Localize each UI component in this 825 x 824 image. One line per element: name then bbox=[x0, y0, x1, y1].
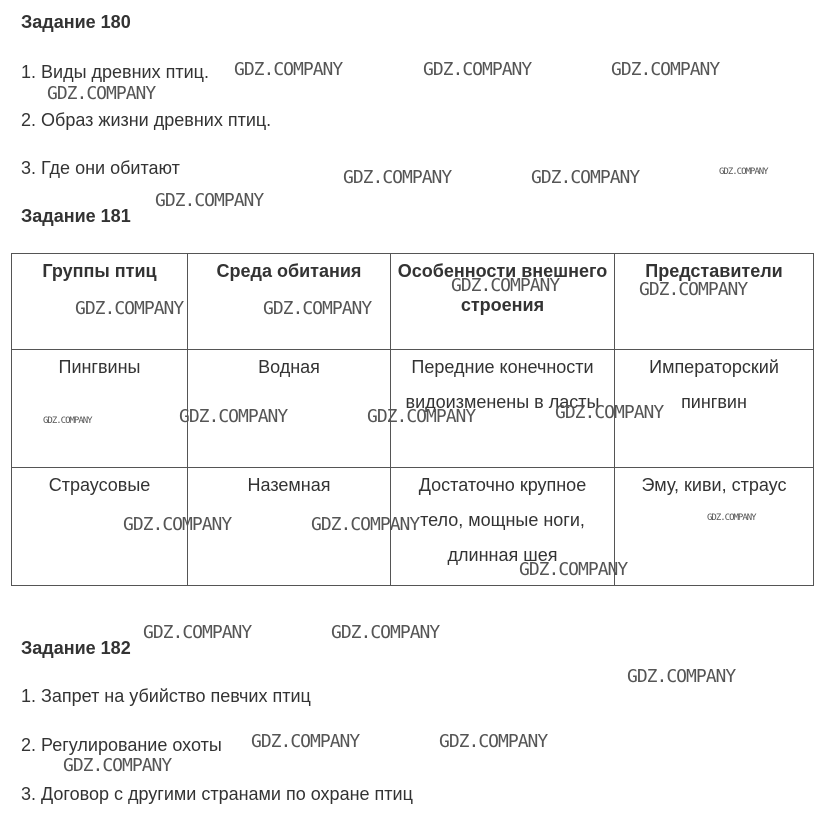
task-182-item-3: 3. Договор с другими странами по охране птиц bbox=[21, 784, 413, 804]
watermark: GDZ.COMPANY bbox=[234, 59, 343, 80]
task-182-item-2: 2. Регулирование охоты bbox=[21, 735, 222, 755]
watermark: GDZ.COMPANY bbox=[367, 406, 476, 427]
watermark: GDZ.COMPANY bbox=[555, 402, 664, 423]
table-header-cell: Среда обитания bbox=[188, 254, 391, 350]
watermark: GDZ.COMPANY bbox=[143, 622, 252, 643]
watermark: GDZ.COMPANY bbox=[311, 514, 420, 535]
table-cell: Достаточно крупное тело, мощные ноги, длинная шея bbox=[391, 468, 615, 586]
task-182-item-1: 1. Запрет на убийство певчих птиц bbox=[21, 686, 311, 706]
watermark: GDZ.COMPANY bbox=[519, 559, 628, 580]
task-182-title: Задание 182 bbox=[21, 638, 131, 658]
table-cell: Водная bbox=[188, 350, 391, 468]
watermark: GDZ.COMPANY bbox=[423, 59, 532, 80]
watermark: GDZ.COMPANY bbox=[331, 622, 440, 643]
watermark: GDZ.COMPANY bbox=[251, 731, 360, 752]
watermark: GDZ.COMPANY bbox=[179, 406, 288, 427]
task-180-item-3: 3. Где они обитают bbox=[21, 158, 180, 178]
table-cell: Императорский пингвин bbox=[615, 350, 814, 468]
watermark: GDZ.COMPANY bbox=[343, 167, 452, 188]
watermark: GDZ.COMPANY bbox=[47, 83, 156, 104]
watermark: GDZ.COMPANY bbox=[719, 167, 768, 177]
task-180-item-2: 2. Образ жизни древних птиц. bbox=[21, 110, 272, 130]
table-cell: Страусовые bbox=[12, 468, 188, 586]
watermark: GDZ.COMPANY bbox=[611, 59, 720, 80]
watermark: GDZ.COMPANY bbox=[627, 666, 736, 687]
watermark: GDZ.COMPANY bbox=[451, 275, 560, 296]
table-cell: Эму, киви, страус bbox=[615, 468, 814, 586]
watermark: GDZ.COMPANY bbox=[263, 298, 372, 319]
table-header-cell: Представители bbox=[615, 254, 814, 350]
watermark: GDZ.COMPANY bbox=[155, 190, 264, 211]
table-cell: Передние конечности видоизменены в ласты bbox=[391, 350, 615, 468]
watermark: GDZ.COMPANY bbox=[707, 513, 756, 523]
watermark: GDZ.COMPANY bbox=[63, 755, 172, 776]
task-180-title: Задание 180 bbox=[21, 12, 131, 32]
table-header-cell: Группы птиц bbox=[12, 254, 188, 350]
table-header-cell: Особенности внешнего строения bbox=[391, 254, 615, 350]
task-181-title: Задание 181 bbox=[21, 206, 131, 226]
table-cell: Пингвины bbox=[12, 350, 188, 468]
table-cell: Наземная bbox=[188, 468, 391, 586]
watermark: GDZ.COMPANY bbox=[639, 279, 748, 300]
watermark: GDZ.COMPANY bbox=[123, 514, 232, 535]
watermark: GDZ.COMPANY bbox=[75, 298, 184, 319]
watermark: GDZ.COMPANY bbox=[531, 167, 640, 188]
watermark: GDZ.COMPANY bbox=[439, 731, 548, 752]
watermark: GDZ.COMPANY bbox=[43, 416, 92, 426]
task-180-item-1: 1. Виды древних птиц. bbox=[21, 62, 209, 82]
